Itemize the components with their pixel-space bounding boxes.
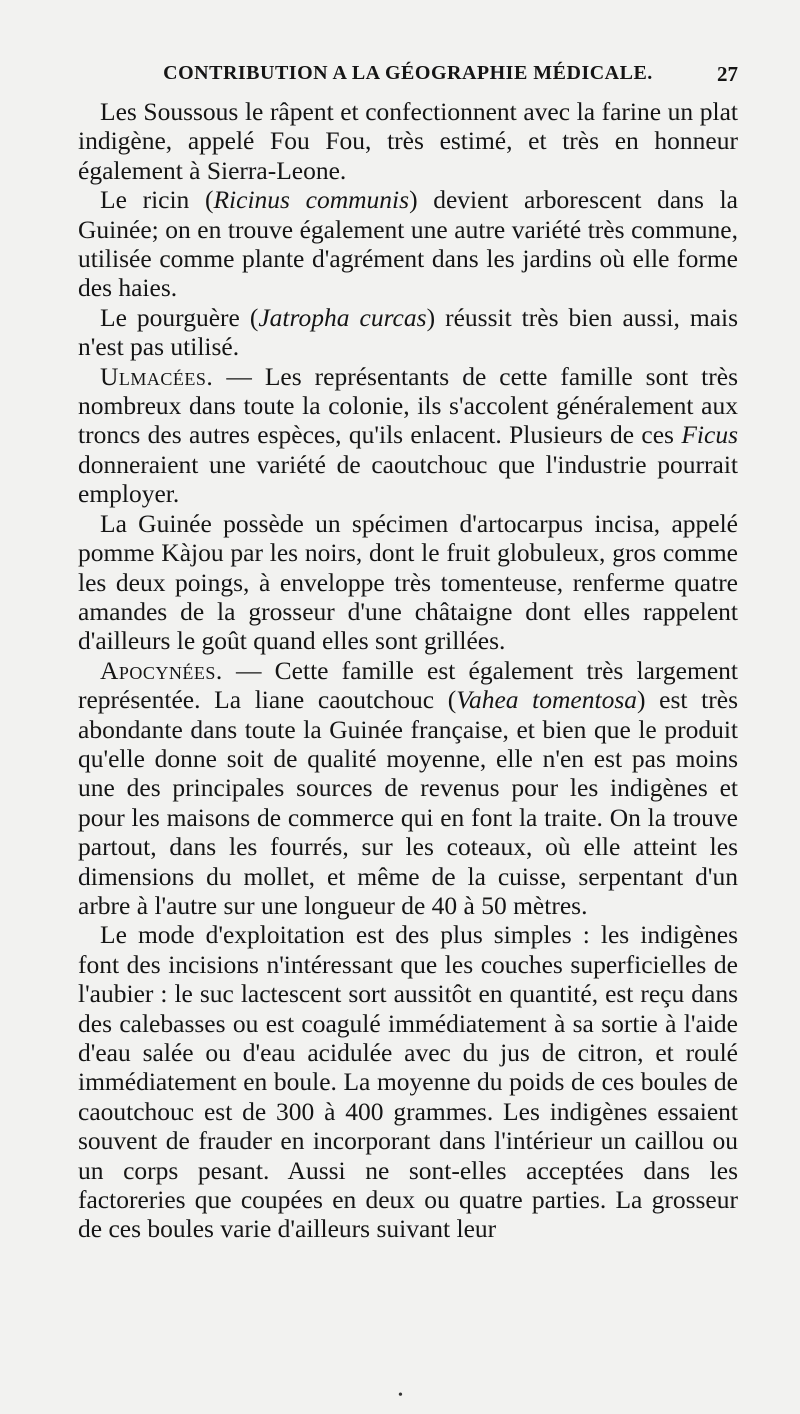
running-title: CONTRIBUTION A LA GÉOGRAPHIE MÉDICALE. <box>163 62 653 84</box>
species-jatropha: Jatropha curcas <box>258 302 427 332</box>
paragraph-ulmacees: Ulmacées. — Les représentants de cette famille sont très nombreux dans toute la colonie, ils s'accolent généralement aux troncs des autres espèces, qu'ils enlacent. Plusieurs de ces Ficus donneraient une variété de caoutchouc que l'industrie pourrait employer. <box>78 361 738 509</box>
page-header <box>78 62 738 90</box>
body-text <box>78 97 738 1244</box>
species-vahea: Vahea tomentosa <box>456 685 638 715</box>
species-ricinus: Ricinus communis <box>213 185 410 215</box>
paragraph-fou-fou: Les Soussous le râpent et confectionnent avec la farine un plat indigène, appelé Fou Fou, très estimé, et très en honneur également à Sierra-Leone. <box>78 97 738 185</box>
paragraph-apocynees: Apocynées. — Cette famille est également très largement représentée. La liane caoutchouc (Vahea tomentosa) est très abondante dans toute la Guinée française, et bien que le produit qu'elle donne soit de qualité moyenne, elle n'en est pas moins une des principales sources de revenus pour les indigènes et pour les maisons de commerce qui en font la traite. On la trouve partout, dans les fourrés, sur les coteaux, où elle atteint les dimensions du mollet, et même de la cuisse, serpentant d'un arbre à l'autre sur une longueur de 40 à 50 mètres. <box>78 655 738 920</box>
genus-ficus: Ficus <box>681 420 738 450</box>
page-number: 27 <box>717 62 738 86</box>
paragraph-ricin: Le ricin (Ricinus communis) devient arborescent dans la Guinée; on en trouve également une autre variété très commune, utilisée comme plante d'agrément dans les jardins où elle forme des haies. <box>78 185 738 303</box>
paragraph-pourguere: Le pourguère (Jatropha curcas) réussit très bien aussi, mais n'est pas utilisé. <box>78 302 739 362</box>
paragraph-exploitation: Le mode d'exploitation est des plus simples : les indigènes font des incisions n'intéressant que les couches superficielles de l'aubier : le suc lactescent sort aussitôt en quantité, est reçu dans des calebasses ou est coagulé immédiatement à sa sortie à l'aide d'eau salée ou d'eau acidulée avec du jus de citron, et roulé immédiatement en boule. La moyenne du poids de ces boules de caoutchouc est de 300 à 400 grammes. Les indigènes essaient souvent de frauder en incorporant dans l'intérieur un caillou ou un corps pesant. Aussi ne sont-elles acceptées dans les factoreries que coupées en deux ou quatre parties. La grosseur de ces boules varie d'ailleurs suivant leur <box>78 920 738 1244</box>
paragraph-artocarpus: La Guinée possède un spécimen d'artocarpus incisa, appelé pomme Kàjou par les noirs, dont le fruit globuleux, gros comme les deux poings, à enveloppe très tomenteuse, renferme quatre amandes de la grosseur d'une châtaigne dont elles rappelent d'ailleurs le goût quand elles sont grillées. <box>78 508 738 656</box>
section-heading-apocynees: Apocynées. <box>100 655 223 685</box>
section-heading-ulmacees: Ulmacées. <box>100 361 214 391</box>
footer-mark: • <box>398 1388 403 1403</box>
